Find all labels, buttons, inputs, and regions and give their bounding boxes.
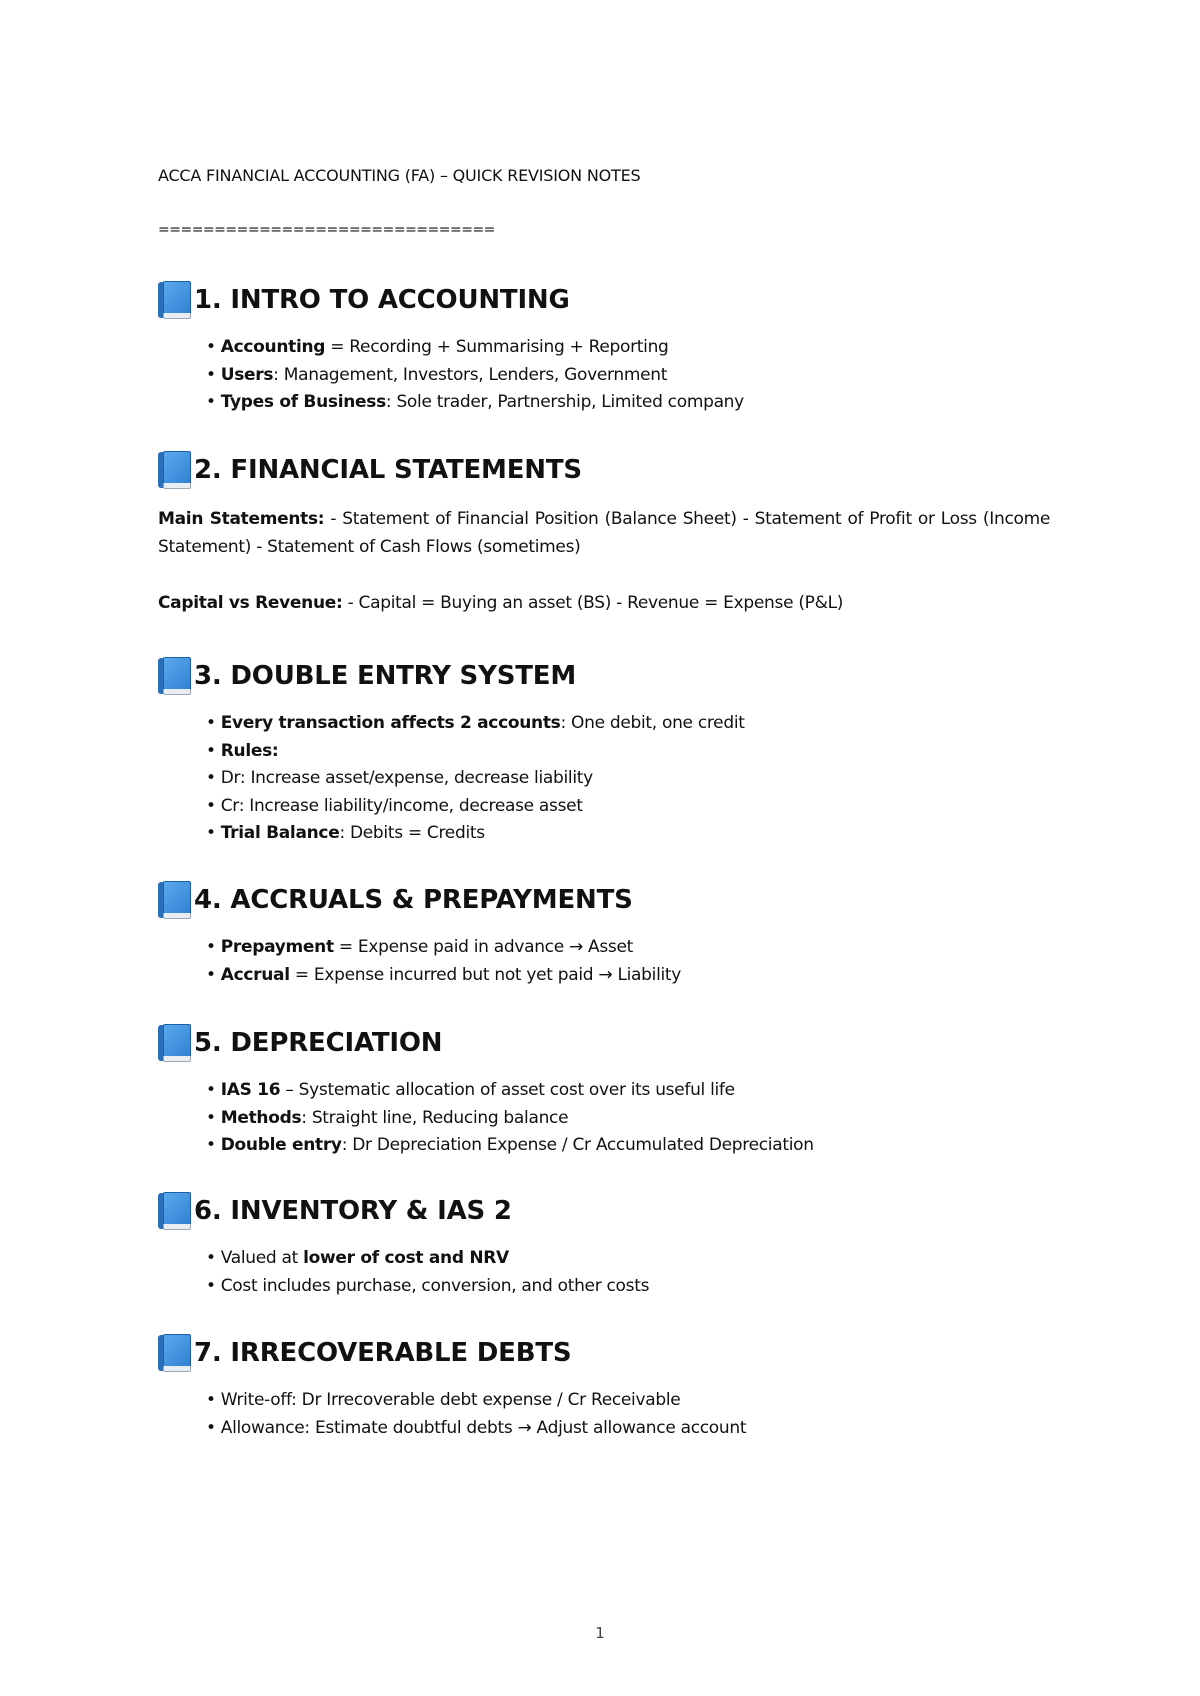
section-depreciation [158, 1023, 1050, 1160]
section-title: 3. DOUBLE ENTRY SYSTEM [194, 661, 576, 691]
page-number: 1 [595, 1624, 605, 1642]
list-item: • Types of Business: Sole trader, Partnership, Limited company [206, 392, 744, 412]
list-item: • Users: Management, Investors, Lenders, Government [206, 364, 668, 385]
list-item: • Write-off: Dr Irrecoverable debt expense / Cr Receivable [206, 1390, 681, 1410]
section-title: 2. FINANCIAL STATEMENTS [194, 455, 582, 485]
book-icon [158, 451, 190, 489]
bullet-list [158, 934, 1050, 989]
list-item: • Double entry: Dr Depreciation Expense / Cr Accumulated Depreciation [206, 1135, 814, 1155]
section-irrecoverable-debts [158, 1333, 1050, 1442]
section-double-entry-system [158, 656, 1050, 848]
section-heading [158, 880, 1050, 920]
list-item: • Methods: Straight line, Reducing balance [206, 1107, 569, 1128]
list-item: • Every transaction affects 2 accounts: One debit, one credit [206, 713, 745, 733]
list-item: • Accounting = Recording + Summarising + Reporting [206, 337, 669, 357]
list-item: • Trial Balance: Debits = Credits [206, 823, 485, 843]
bullet-list [158, 1245, 1050, 1300]
section-intro-to-accounting [158, 280, 1050, 417]
list-item: • Prepayment = Expense paid in advance → Asset [206, 937, 633, 957]
section-heading [158, 1191, 1050, 1231]
document-title: ACCA FINANCIAL ACCOUNTING (FA) – QUICK REVISION NOTES [158, 166, 641, 185]
section-heading [158, 450, 1050, 490]
list-item: • Valued at lower of cost and NRV [206, 1248, 509, 1268]
bullet-list [158, 710, 1050, 848]
section-accruals-prepayments [158, 880, 1050, 989]
section-heading [158, 1023, 1050, 1063]
bullet-list [158, 1387, 1050, 1442]
section-financial-statements [158, 450, 1050, 618]
section-title: 1. INTRO TO ACCOUNTING [194, 285, 570, 315]
section-title: 6. INVENTORY & IAS 2 [194, 1196, 512, 1226]
section-heading [158, 1333, 1050, 1373]
list-item: • Rules: [206, 740, 279, 761]
section-title: 7. IRRECOVERABLE DEBTS [194, 1338, 572, 1368]
section-heading [158, 280, 1050, 320]
section-title: 5. DEPRECIATION [194, 1028, 443, 1058]
list-item: • Allowance: Estimate doubtful debts → Adjust allowance account [206, 1417, 747, 1438]
section-heading [158, 656, 1050, 696]
list-item: • Accrual = Expense incurred but not yet paid → Liability [206, 964, 682, 985]
book-icon [158, 281, 190, 319]
section-inventory-ias2 [158, 1191, 1050, 1300]
title-divider: ============================== [158, 222, 495, 238]
list-item: • Cost includes purchase, conversion, and other costs [206, 1275, 650, 1296]
book-icon [158, 1192, 190, 1230]
list-item: • Cr: Increase liability/income, decrease asset [206, 795, 583, 816]
capital-vs-revenue-paragraph: Capital vs Revenue: - Capital = Buying an asset (BS) - Revenue = Expense (P&L) [158, 593, 844, 613]
list-item: • IAS 16 – Systematic allocation of asset cost over its useful life [206, 1080, 735, 1100]
book-icon [158, 1334, 190, 1372]
main-statements-paragraph: Main Statements: - Statement of Financial Position (Balance Sheet) - Statement of Profit or Loss (Income Statement) - Statement of Cash Flows (sometimes) [158, 509, 1051, 557]
list-item: • Dr: Increase asset/expense, decrease liability [206, 768, 593, 788]
section-title: 4. ACCRUALS & PREPAYMENTS [194, 885, 633, 915]
book-icon [158, 1024, 190, 1062]
book-icon [158, 657, 190, 695]
bullet-list [158, 1077, 1050, 1160]
bullet-list [158, 334, 1050, 417]
book-icon [158, 881, 190, 919]
